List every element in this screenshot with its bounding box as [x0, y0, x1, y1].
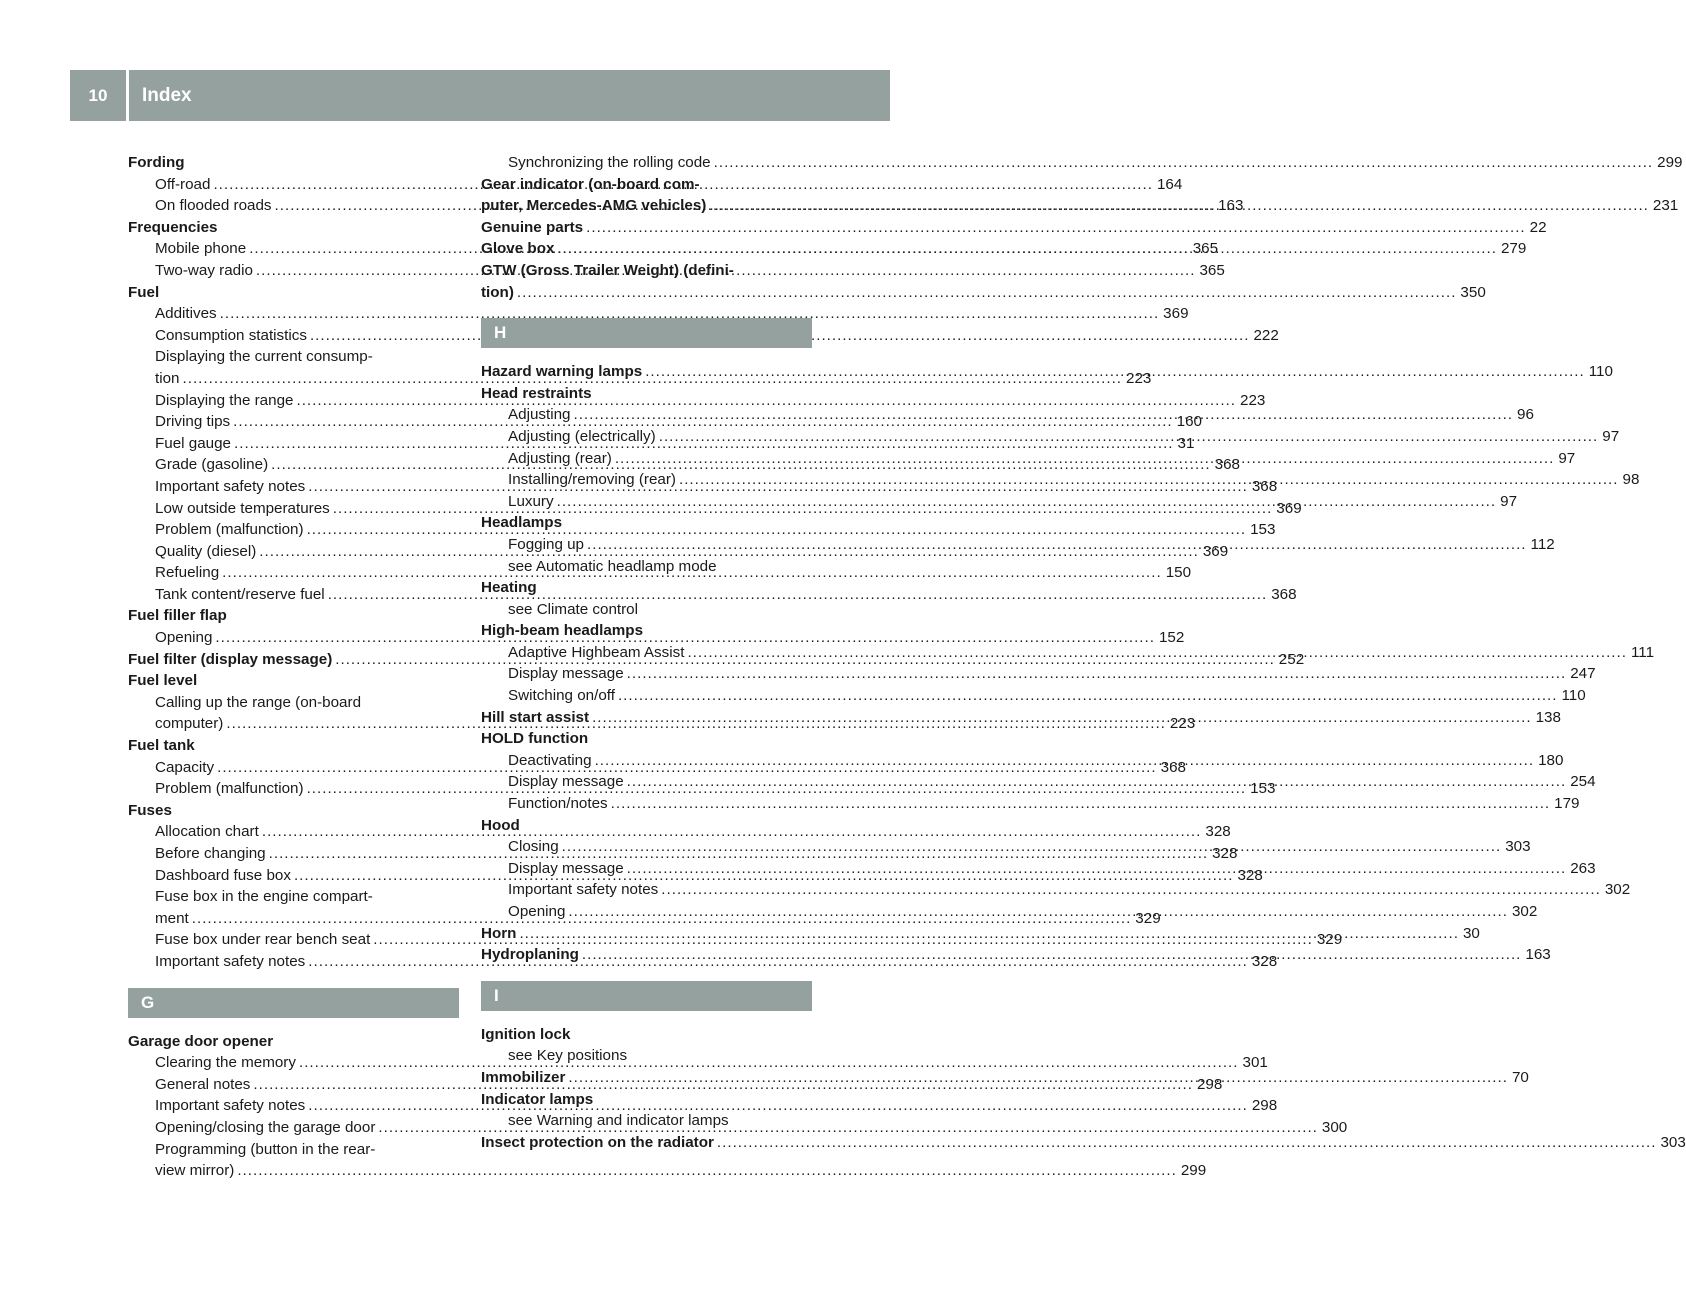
- index-subentry: [481, 663, 1596, 685]
- entry-label: see Key positions: [508, 1047, 628, 1065]
- entry-label: Hazard warning lamps: [481, 363, 643, 381]
- dot-leader: [618, 685, 1558, 707]
- section-letter-header: G: [128, 988, 459, 1018]
- page-reference: 299: [1180, 1162, 1207, 1180]
- index-entry: [481, 620, 812, 642]
- entry-label: Refueling: [155, 564, 220, 582]
- page-reference: 30: [1462, 924, 1480, 942]
- index-subentry: [481, 1110, 812, 1132]
- page-reference: 303: [1660, 1133, 1686, 1151]
- dot-leader: [517, 282, 1457, 304]
- page-reference: 328: [1251, 952, 1278, 970]
- entry-label: see Automatic headlamp mode: [508, 557, 717, 575]
- entry-label: High-beam headlamps: [481, 622, 644, 640]
- entry-label: Opening/closing the garage door: [155, 1118, 376, 1136]
- page-reference: 160: [1176, 413, 1202, 431]
- index-entry: [481, 815, 812, 837]
- entry-label: Switching on/off: [508, 687, 615, 705]
- entry-label: Tank content/reserve fuel: [155, 585, 325, 603]
- page-reference: 299: [1657, 154, 1683, 171]
- page-reference: 222: [1253, 326, 1279, 344]
- index-subentry: [481, 599, 812, 621]
- dot-leader: [714, 152, 1654, 174]
- page-reference: 254: [1570, 773, 1596, 791]
- entry-label: Synchronizing the rolling code: [508, 154, 711, 171]
- index-entry: [481, 282, 1486, 304]
- index-subentry: [128, 346, 459, 368]
- entry-label: Fuel level: [128, 672, 198, 690]
- entry-label: Fuses: [128, 801, 172, 819]
- entry-label: Deactivating: [508, 751, 592, 769]
- entry-label: ment: [155, 909, 189, 927]
- dot-leader: [568, 901, 1508, 923]
- page-reference: 300: [1321, 1118, 1348, 1136]
- page-reference: 252: [1278, 650, 1305, 668]
- entry-label: Garage door opener: [128, 1032, 274, 1050]
- index-entry: [128, 735, 459, 757]
- entry-label: Fording: [128, 154, 185, 171]
- entry-label: Displaying the range: [155, 391, 294, 409]
- entry-label: Calling up the range (on-board: [155, 693, 362, 711]
- dot-leader: [519, 923, 1459, 945]
- entry-label: Grade (gasoline): [155, 456, 269, 474]
- entry-label: Programming (button in the rear-: [155, 1140, 376, 1158]
- page-reference: 97: [1602, 427, 1620, 445]
- index-entry: [481, 1024, 812, 1046]
- entry-label: Insect protection on the radiator: [481, 1133, 714, 1151]
- dot-leader: [709, 195, 1649, 217]
- section-letter-header: I: [481, 981, 812, 1011]
- dot-leader: [627, 771, 1567, 793]
- entry-label: Fuel tank: [128, 737, 195, 755]
- entry-label: tion: [155, 369, 180, 387]
- dot-leader: [595, 750, 1535, 772]
- page-reference: 138: [1535, 708, 1561, 726]
- entry-label: puter, Mercedes-AMG vehicles): [481, 197, 707, 215]
- entry-label: Adjusting (electrically): [508, 427, 656, 445]
- index-subentry: [128, 1160, 1207, 1182]
- page-reference: 368: [1271, 585, 1297, 603]
- page-reference: 350: [1460, 283, 1486, 301]
- page-reference: 22: [1529, 218, 1547, 236]
- page-reference: 110: [1588, 363, 1613, 381]
- page-title: Index: [142, 84, 192, 106]
- entry-label: Opening: [508, 903, 566, 920]
- page-reference: 328: [1205, 823, 1231, 841]
- entry-label: Fuse box in the engine compart-: [155, 888, 373, 906]
- page-reference: 179: [1554, 795, 1580, 813]
- page-reference: 153: [1250, 521, 1276, 539]
- entry-label: Consumption statistics: [155, 326, 307, 344]
- dot-leader: [659, 426, 1599, 448]
- entry-label: Important safety notes: [508, 881, 659, 899]
- page-reference: 303: [1505, 838, 1531, 856]
- dot-leader: [582, 944, 1522, 966]
- entry-label: GTW (Gross Trailer Weight) (defini-: [481, 261, 734, 279]
- page-reference: 163: [1525, 946, 1551, 964]
- page-reference: 329: [1316, 931, 1343, 949]
- entry-label: Fuel gauge: [155, 434, 231, 452]
- entry-label: Heating: [481, 579, 537, 597]
- page-header: [70, 70, 890, 121]
- page-reference: 111: [1630, 643, 1655, 661]
- entry-label: see Warning and indicator lamps: [508, 1112, 729, 1130]
- entry-label: Quality (diesel): [155, 542, 257, 560]
- entry-label: Hood: [481, 816, 520, 834]
- index-entry: [128, 800, 459, 822]
- entry-label: General notes: [155, 1075, 251, 1093]
- page-reference: 369: [1276, 499, 1302, 517]
- dot-leader: [717, 1132, 1657, 1154]
- entry-label: Head restraints: [481, 384, 592, 402]
- entry-label: Adjusting (rear): [508, 449, 612, 467]
- entry-label: view mirror): [155, 1162, 235, 1180]
- entry-label: Gear indicator (on-board com-: [481, 175, 700, 193]
- dot-leader: [557, 491, 1497, 513]
- page-reference: 328: [1212, 845, 1238, 862]
- dot-leader: [679, 469, 1619, 491]
- dot-leader: [615, 448, 1555, 470]
- dot-leader: [586, 217, 1526, 239]
- entry-label: tion): [481, 283, 514, 301]
- index-entry: [481, 217, 1547, 239]
- header-divider: [126, 70, 129, 121]
- entry-label: Off-road: [155, 175, 211, 193]
- page-reference: 302: [1604, 881, 1631, 899]
- entry-label: Problem (malfunction): [155, 521, 304, 539]
- entry-label: Immobilizer: [481, 1068, 566, 1086]
- page-reference: 223: [1126, 369, 1152, 387]
- page-reference: 368: [1251, 477, 1278, 495]
- page-reference: 369: [1163, 305, 1189, 323]
- entry-label: Adaptive Highbeam Assist: [508, 643, 685, 661]
- entry-label: Genuine parts: [481, 218, 584, 236]
- page-reference: 368: [1214, 456, 1240, 474]
- entry-label: see Climate control: [508, 600, 638, 618]
- page-reference: 31: [1177, 434, 1195, 452]
- index-subentry: [481, 685, 1586, 707]
- page-reference: 97: [1558, 449, 1576, 467]
- index-entry: [481, 260, 812, 282]
- section-letter-header: H: [481, 318, 812, 348]
- index-subentry: [481, 152, 1683, 174]
- index-subentry: [481, 556, 812, 578]
- index-subentry: [481, 793, 1580, 815]
- entry-label: Driving tips: [155, 413, 231, 431]
- page-reference: 96: [1517, 406, 1534, 424]
- entry-label: HOLD function: [481, 730, 589, 748]
- page-reference: 231: [1652, 197, 1679, 215]
- entry-label: Before changing: [155, 845, 266, 862]
- page-reference: 302: [1511, 903, 1538, 920]
- page-reference: 301: [1242, 1054, 1268, 1072]
- entry-label: Frequencies: [128, 218, 218, 236]
- page-reference: 163: [1218, 197, 1244, 215]
- index-entry: [481, 174, 812, 196]
- page-reference: 329: [1135, 909, 1161, 927]
- entry-label: Fuse box under rear bench seat: [155, 931, 371, 949]
- index-subentry: [481, 879, 1631, 901]
- entry-label: Display message: [508, 859, 624, 877]
- page-reference: 368: [1160, 758, 1186, 776]
- dot-leader: [557, 238, 1497, 260]
- page-reference: 328: [1237, 866, 1263, 884]
- page-reference: 164: [1156, 175, 1183, 193]
- dot-leader: [587, 534, 1527, 556]
- entry-label: Closing: [508, 838, 559, 856]
- index-entry: [481, 383, 812, 405]
- index-subentry: [481, 1045, 812, 1067]
- entry-label: Important safety notes: [155, 952, 306, 970]
- entry-label: On flooded roads: [155, 197, 272, 215]
- dot-leader: [687, 642, 1627, 664]
- entry-label: Fuel filter (display message): [128, 650, 333, 668]
- entry-label: Capacity: [155, 758, 215, 776]
- entry-label: Displaying the current consump-: [155, 348, 373, 366]
- index-entry: [481, 1089, 812, 1111]
- entry-label: Opening: [155, 629, 213, 647]
- page-reference: 298: [1196, 1075, 1223, 1093]
- index-entry: [481, 577, 812, 599]
- entry-label: Display message: [508, 665, 624, 683]
- page-reference: 369: [1202, 542, 1229, 560]
- dot-leader: [661, 879, 1601, 901]
- index-entry: [128, 217, 459, 239]
- dot-leader: [568, 1067, 1508, 1089]
- dot-leader: [627, 663, 1567, 685]
- index-entry: [128, 670, 459, 692]
- entry-label: Additives: [155, 305, 217, 323]
- page-reference: 70: [1511, 1068, 1529, 1086]
- index-subentry: [128, 303, 1189, 325]
- index-entry: [128, 282, 459, 304]
- dot-leader: [627, 858, 1567, 880]
- page-reference: 223: [1240, 391, 1266, 409]
- entry-label: Two-way radio: [155, 261, 253, 279]
- index-entry: [481, 1132, 1686, 1154]
- page-reference: 153: [1250, 780, 1276, 798]
- entry-label: Display message: [508, 773, 624, 791]
- entry-label: Dashboard fuse box: [155, 866, 291, 884]
- page-reference: 365: [1199, 261, 1225, 279]
- entry-label: Allocation chart: [155, 823, 259, 841]
- page-number: 10: [88, 85, 108, 105]
- dot-leader: [573, 404, 1513, 426]
- dot-leader: [645, 361, 1585, 383]
- entry-label: Hydroplaning: [481, 946, 579, 964]
- entry-label: Problem (malfunction): [155, 780, 304, 798]
- dot-leader: [611, 793, 1551, 815]
- entry-label: Ignition lock: [481, 1025, 571, 1043]
- entry-label: Indicator lamps: [481, 1090, 594, 1108]
- entry-label: Fuel: [128, 283, 160, 301]
- entry-label: Mobile phone: [155, 240, 247, 258]
- page-reference: 223: [1169, 715, 1196, 733]
- dot-leader: [592, 707, 1532, 729]
- index-entry: [481, 728, 812, 750]
- entry-label: Important safety notes: [155, 477, 306, 495]
- page-reference: 98: [1622, 471, 1640, 489]
- dot-leader: [562, 836, 1502, 858]
- dot-leader: [237, 1160, 1177, 1182]
- index-subentry: [128, 1139, 459, 1161]
- page-reference: 150: [1165, 564, 1192, 582]
- index-subentry: [128, 886, 459, 908]
- page-reference: 110: [1561, 687, 1586, 705]
- entry-label: Glove box: [481, 240, 555, 258]
- entry-label: Luxury: [508, 492, 554, 510]
- entry-label: computer): [155, 715, 224, 733]
- index-entry: [481, 512, 812, 534]
- page-reference: 365: [1192, 240, 1219, 258]
- page-reference: 97: [1500, 492, 1518, 510]
- entry-label: Installing/removing (rear): [508, 471, 676, 489]
- index-subentry: [128, 325, 1279, 347]
- page-reference: 247: [1570, 665, 1596, 683]
- page-reference: 298: [1251, 1097, 1278, 1115]
- page-reference: 279: [1500, 240, 1527, 258]
- page-reference: 112: [1530, 535, 1555, 553]
- index-entry: [128, 1031, 459, 1053]
- entry-label: Function/notes: [508, 795, 608, 813]
- entry-label: Fuel filler flap: [128, 607, 227, 625]
- index-entry: [128, 152, 459, 174]
- entry-label: Clearing the memory: [155, 1054, 296, 1072]
- entry-label: Headlamps: [481, 514, 563, 532]
- index-entry: [128, 605, 459, 627]
- entry-label: Important safety notes: [155, 1097, 306, 1115]
- entry-label: Fogging up: [508, 535, 584, 553]
- index-subentry: [128, 692, 459, 714]
- page-reference: 263: [1570, 859, 1596, 877]
- entry-label: Hill start assist: [481, 708, 590, 726]
- entry-label: Low outside temperatures: [155, 499, 330, 517]
- entry-label: Adjusting: [508, 406, 571, 424]
- entry-label: Horn: [481, 924, 517, 942]
- page-reference: 152: [1158, 629, 1185, 647]
- page-reference: 180: [1538, 751, 1564, 769]
